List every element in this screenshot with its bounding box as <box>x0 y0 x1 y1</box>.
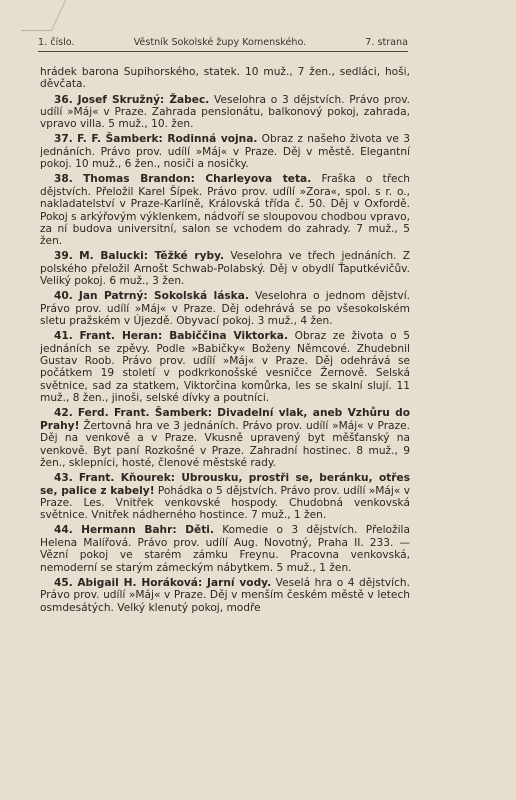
entry-number: 39. <box>54 250 73 263</box>
entry-number: 41. <box>54 330 73 343</box>
entry-text: Veselohra ve třech jednáních. Z polského přeložil Arnošt Schwab-Polabský. Děj v obydlí Ťaputkévičův. Veliký pokoj. 6 muž., 3 žen. <box>40 250 410 288</box>
issue-number: 1. číslo. <box>38 37 75 48</box>
header-rule <box>38 51 408 52</box>
list-item <box>40 250 410 287</box>
entry-title: M. Balucki: Těžké ryby. <box>79 250 225 263</box>
entry-text: Veselá hra o 4 dějstvích. Právo prov. udílí »Máj« v Praze. Děj v menším českém městě v letech osmdesátých. Velký klenutý pokoj, modře <box>40 576 410 614</box>
entry-text: Obraz z našeho života ve 3 jednáních. Právo prov. udílí »Máj« v Praze. Děj v městě. Elegantní pokoj. 10 muž., 6 žen., nosiči a nosičky. <box>40 133 410 171</box>
entry-text: Obraz ze života o 5 jednáních se zpěvy. Podle »Babičky« Boženy Němcové. Zhudebnil Gustav Roob. Právo prov. udílí »Máj« v Praze. Děj odehrává se počátkem 19 století v podkrkonošské vesničce Žernově. Selská světnice, sad za statkem, Viktorčina komůrka, les se skalní slují. 11 muž., 8 žen., jinoši, selské dívky a poutníci. <box>40 330 410 405</box>
list-item <box>40 173 410 247</box>
entry-title: Frant. Kňourek: Ubrousku, prostři se, beránku, otřes se, palice z kabely! <box>40 472 411 497</box>
entry-title: Abigail H. Horáková: Jarní vody. <box>77 576 272 589</box>
entry-title: Jan Patrný: Sokolská láska. <box>78 290 249 303</box>
play-list <box>40 66 410 617</box>
list-item <box>40 290 410 327</box>
entry-text: Komedie o 3 dějstvích. Přeložila Helena Malířová. Právo prov. udílí Aug. Novotný, Praha II. 233. — Vězní pokoj ve starém zámku Freynu. Pracovna venkovská, nemoderní se starým zámeckým nábytkem. 5 muž., 1 žen. <box>40 524 410 574</box>
page-fold-mark <box>21 0 66 31</box>
entry-text: Fraška o třech dějstvích. Přeložil Karel Šípek. Právo prov. udílí »Zora«, spol. s r. o., nakladatelství v Praze-Karlíně, Královská třída č. 50. Děj v Oxfordě. Pokoj s arkýřovým výklenkem, nádvoří se sloupovou chodbou vpravo, za ní budova universitní, salon se vchodem do zahrady. 7 muž., 5 žen. <box>40 173 410 248</box>
list-item <box>40 133 410 170</box>
entry-title: Thomas Brandon: Charleyova teta. <box>83 173 312 186</box>
list-item <box>40 472 410 522</box>
list-item <box>40 330 410 404</box>
list-item <box>40 577 410 614</box>
entry-title: Frant. Heran: Babiččina Viktorka. <box>79 330 288 343</box>
list-item <box>40 94 410 131</box>
entry-number: 42. <box>54 407 73 420</box>
entry-number: 43. <box>54 472 73 485</box>
entry-text: Veselohra o jednom dějství. Právo prov. udílí »Máj« v Praze. Děj odehrává se po všesokolském sletu pražském v Újezdě. Obyvací pokoj. 3 muž., 4 žen. <box>40 290 410 328</box>
entry-title: Ferd. Frant. Šamberk: Divadelní vlak, aneb Vzhůru do Prahy! <box>40 407 411 432</box>
entry-number: 38. <box>54 173 73 186</box>
entry-number: 36. <box>54 93 73 106</box>
entry-number: 37. <box>54 133 73 146</box>
running-header <box>38 37 408 48</box>
list-item <box>40 407 410 469</box>
journal-title: Věstník Sokolské župy Komenského. <box>133 37 307 48</box>
entry-title: Hermann Bahr: Děti. <box>81 524 214 537</box>
entry-number: 40. <box>54 290 73 303</box>
entry-title: Josef Skružný: Žabec. <box>77 93 210 106</box>
page-number: 7. strana <box>365 37 408 48</box>
list-item <box>40 524 410 574</box>
entry-text: Pohádka o 5 dějstvích. Právo prov. udílí »Máj« v Praze. Les. Vnitřek venkovské hospody. Chudobná venkovská světnice. Vnitřek nádherného hostince. 7 muž., 1 žen. <box>40 484 410 522</box>
intro-paragraph: hrádek barona Supihorského, statek. 10 muž., 7 žen., sedláci, hoši, děvčata. <box>40 66 410 91</box>
entry-number: 45. <box>54 576 73 589</box>
entry-number: 44. <box>54 524 73 537</box>
entry-text: Žertovná hra ve 3 jednáních. Právo prov. udílí »Máj« v Praze. Děj na venkově a v Praze. Vkusně upravený byt měšťanský na venkově. Byt paní Rozkošné v Praze. Zahradní hostinec. 8 muž., 9 žen., sklepníci, hosté, členové městské rady. <box>40 419 410 469</box>
entry-title: F. F. Šamberk: Rodinná vojna. <box>77 133 258 146</box>
entry-text: Veselohra o 3 dějstvích. Právo prov. udílí »Máj« v Praze. Zahrada pensionátu, balkonový pokoj, zahrada, vpravo villa. 5 muž., 10. žen. <box>40 93 411 131</box>
